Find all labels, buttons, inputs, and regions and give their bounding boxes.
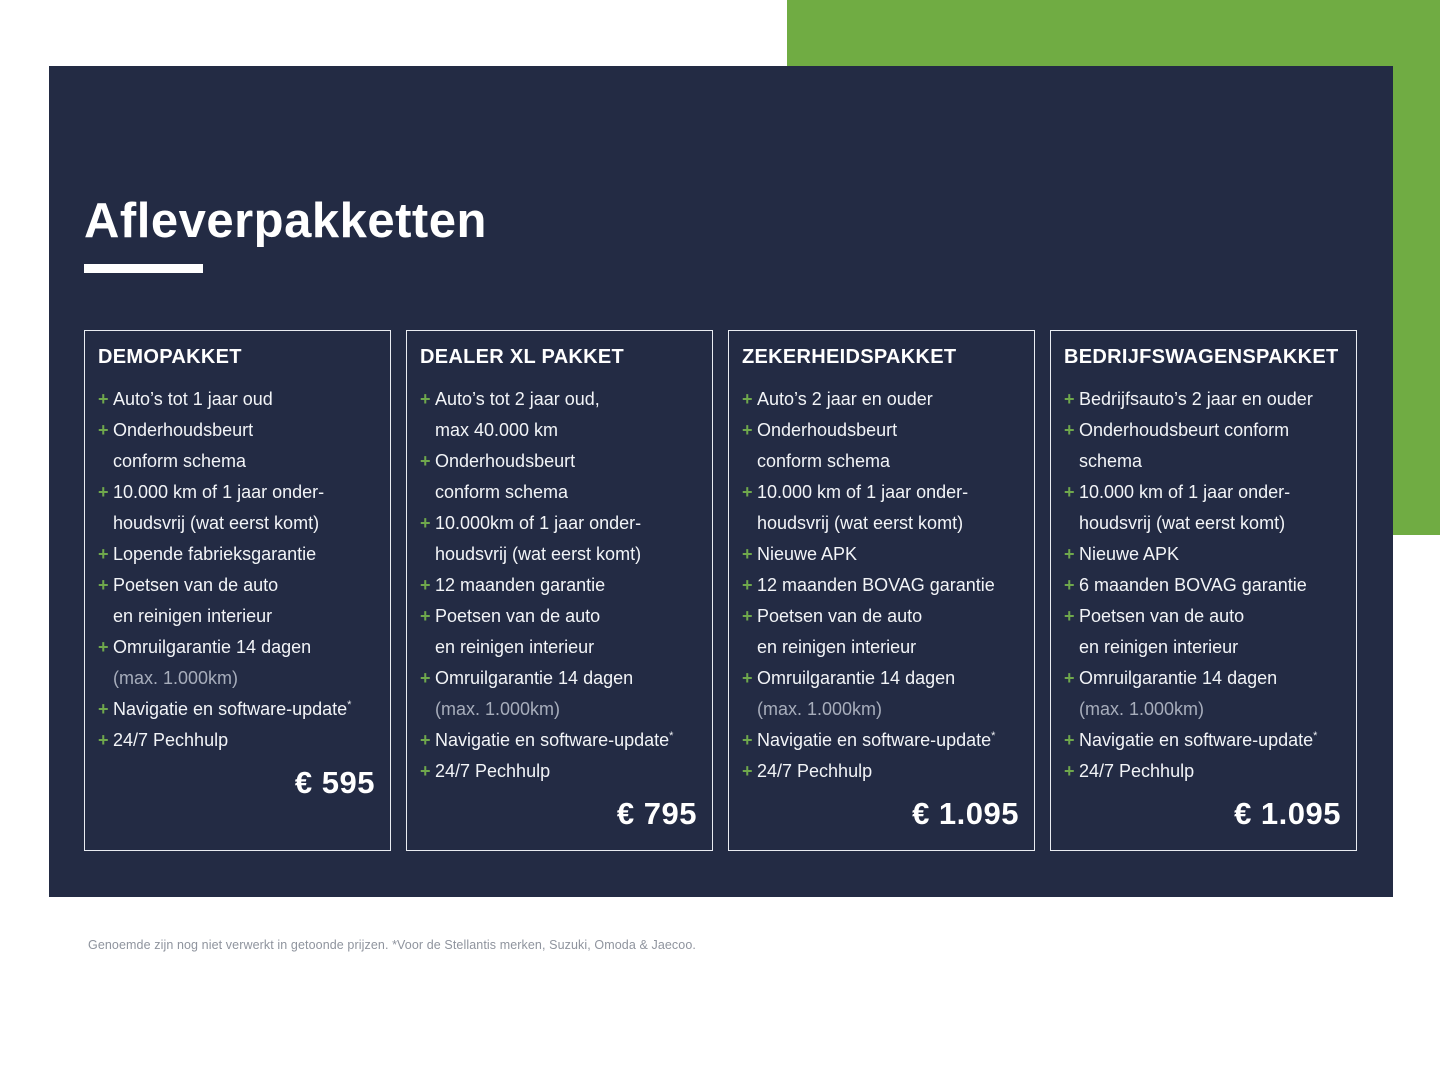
plus-icon: + [742, 761, 753, 781]
package-card [84, 330, 391, 851]
package-card [1050, 330, 1357, 851]
feature-item [420, 725, 702, 756]
feature-item [98, 477, 380, 539]
feature-item [742, 756, 1024, 787]
feature-line: en reinigen interieur [757, 637, 917, 657]
feature-line: Nieuwe APK [1079, 544, 1180, 564]
plus-icon: + [420, 668, 431, 688]
plus-icon: + [1064, 420, 1075, 440]
feature-item [1064, 539, 1346, 570]
plus-icon: + [742, 575, 753, 595]
feature-line: houdsvrij (wat eerst komt) [113, 513, 320, 533]
feature-line: (max. 1.000km) [1079, 699, 1205, 719]
plus-icon: + [98, 420, 109, 440]
plus-icon: + [420, 606, 431, 626]
feature-line: Omruilgarantie 14 dagen [757, 668, 956, 688]
package-price: € 595 [294, 765, 375, 800]
feature-item [98, 539, 380, 570]
plus-icon: + [420, 761, 431, 781]
feature-line: Bedrijfsauto’s 2 jaar en ouder [1079, 389, 1313, 409]
plus-icon: + [1064, 668, 1075, 688]
feature-item [742, 570, 1024, 601]
feature-item [742, 415, 1024, 477]
plus-icon: + [98, 637, 109, 657]
feature-item [1064, 756, 1346, 787]
plus-icon: + [742, 668, 753, 688]
feature-line: Onderhoudsbeurt [435, 451, 576, 471]
plus-icon: + [420, 513, 431, 533]
feature-line: Poetsen van de auto [1079, 606, 1245, 626]
feature-line: 6 maanden BOVAG garantie [1079, 575, 1307, 595]
feature-line: Nieuwe APK [757, 544, 858, 564]
plus-icon: + [742, 544, 753, 564]
feature-line: houdsvrij (wat eerst komt) [757, 513, 964, 533]
feature-line: 12 maanden BOVAG garantie [757, 575, 995, 595]
feature-line: 24/7 Pechhulp [757, 761, 873, 781]
feature-line: en reinigen interieur [435, 637, 595, 657]
feature-item [742, 663, 1024, 725]
plus-icon: + [98, 575, 109, 595]
title-underline [84, 264, 203, 273]
feature-line: 24/7 Pechhulp [113, 730, 229, 750]
page-title: Afleverpakketten [84, 193, 487, 248]
footnote: Genoemde zijn nog niet verwerkt in getoonde prijzen. *Voor de Stellantis merken, Suzuki, Omoda & Jaecoo. [88, 937, 696, 952]
package-title: DEMOPAKKET [98, 346, 242, 368]
feature-item [420, 663, 702, 725]
package-title: BEDRIJFSWAGENSPAKKET [1064, 346, 1339, 368]
plus-icon: + [1064, 730, 1075, 750]
feature-item [1064, 570, 1346, 601]
feature-line: (max. 1.000km) [757, 699, 883, 719]
feature-list [407, 384, 712, 787]
plus-icon: + [1064, 761, 1075, 781]
plus-icon: + [420, 730, 431, 750]
package-price: € 1.095 [912, 796, 1019, 831]
plus-icon: + [742, 482, 753, 502]
feature-line: Omruilgarantie 14 dagen [435, 668, 634, 688]
plus-icon: + [420, 389, 431, 409]
feature-item [420, 601, 702, 663]
feature-line: Auto’s 2 jaar en ouder [757, 389, 933, 409]
feature-item [1064, 384, 1346, 415]
feature-list [729, 384, 1034, 787]
plus-icon: + [1064, 389, 1075, 409]
plus-icon: + [98, 699, 109, 719]
plus-icon: + [1064, 544, 1075, 564]
package-card [406, 330, 713, 851]
feature-item [1064, 415, 1346, 477]
feature-item [742, 601, 1024, 663]
package-price: € 795 [616, 796, 697, 831]
feature-line: houdsvrij (wat eerst komt) [435, 544, 642, 564]
feature-line: Onderhoudsbeurt [113, 420, 254, 440]
feature-line: Poetsen van de auto [435, 606, 601, 626]
feature-line: (max. 1.000km) [435, 699, 561, 719]
plus-icon: + [98, 730, 109, 750]
plus-icon: + [742, 730, 753, 750]
feature-item [98, 694, 380, 725]
footnote-asterisk: * [991, 730, 996, 742]
feature-item [98, 632, 380, 694]
feature-item [742, 477, 1024, 539]
feature-line: 10.000km of 1 jaar onder- [435, 513, 642, 533]
feature-item [742, 384, 1024, 415]
feature-line: Poetsen van de auto [757, 606, 923, 626]
feature-line: conform schema [757, 451, 891, 471]
feature-list [85, 384, 390, 756]
plus-icon: + [742, 606, 753, 626]
feature-item [420, 756, 702, 787]
feature-line: en reinigen interieur [1079, 637, 1239, 657]
feature-line: 12 maanden garantie [435, 575, 606, 595]
feature-line: Onderhoudsbeurt conform [1079, 420, 1290, 440]
plus-icon: + [98, 482, 109, 502]
feature-item [98, 570, 380, 632]
feature-item [742, 725, 1024, 756]
feature-line: 24/7 Pechhulp [1079, 761, 1195, 781]
feature-item [98, 415, 380, 477]
feature-line: conform schema [435, 482, 569, 502]
feature-line: schema [1079, 451, 1143, 471]
feature-line: Poetsen van de auto [113, 575, 279, 595]
footnote-asterisk: * [1313, 730, 1318, 742]
feature-item [98, 384, 380, 415]
feature-line: Navigatie en software-update* [757, 730, 996, 750]
package-cards-row [84, 330, 1357, 851]
feature-line: (max. 1.000km) [113, 668, 239, 688]
package-card [728, 330, 1035, 851]
plus-icon: + [742, 389, 753, 409]
plus-icon: + [1064, 606, 1075, 626]
plus-icon: + [420, 575, 431, 595]
plus-icon: + [1064, 575, 1075, 595]
feature-item [1064, 601, 1346, 663]
feature-item [420, 446, 702, 508]
feature-line: Onderhoudsbeurt [757, 420, 898, 440]
package-title: ZEKERHEIDSPAKKET [742, 346, 957, 368]
feature-list [1051, 384, 1356, 787]
package-title: DEALER XL PAKKET [420, 346, 625, 368]
feature-line: houdsvrij (wat eerst komt) [1079, 513, 1286, 533]
feature-item [420, 570, 702, 601]
feature-line: Lopende fabrieksgarantie [113, 544, 317, 564]
feature-line: max 40.000 km [435, 420, 559, 440]
feature-line: conform schema [113, 451, 247, 471]
feature-line: Omruilgarantie 14 dagen [113, 637, 312, 657]
feature-item [742, 539, 1024, 570]
plus-icon: + [98, 544, 109, 564]
plus-icon: + [1064, 482, 1075, 502]
feature-line: 24/7 Pechhulp [435, 761, 551, 781]
feature-line: 10.000 km of 1 jaar onder- [1079, 482, 1291, 502]
feature-item [1064, 477, 1346, 539]
feature-item [420, 384, 702, 446]
feature-line: 10.000 km of 1 jaar onder- [757, 482, 969, 502]
packages-panel [49, 66, 1393, 897]
plus-icon: + [742, 420, 753, 440]
footnote-asterisk: * [347, 699, 352, 711]
feature-line: en reinigen interieur [113, 606, 273, 626]
feature-line: Auto’s tot 2 jaar oud, [435, 389, 600, 409]
feature-line: Omruilgarantie 14 dagen [1079, 668, 1278, 688]
feature-line: 10.000 km of 1 jaar onder- [113, 482, 325, 502]
feature-line: Navigatie en software-update* [1079, 730, 1318, 750]
package-price: € 1.095 [1234, 796, 1341, 831]
feature-item [1064, 663, 1346, 725]
feature-item [420, 508, 702, 570]
feature-item [98, 725, 380, 756]
plus-icon: + [98, 389, 109, 409]
footnote-asterisk: * [669, 730, 674, 742]
feature-item [1064, 725, 1346, 756]
feature-line: Navigatie en software-update* [435, 730, 674, 750]
feature-line: Navigatie en software-update* [113, 699, 352, 719]
feature-line: Auto’s tot 1 jaar oud [113, 389, 273, 409]
plus-icon: + [420, 451, 431, 471]
